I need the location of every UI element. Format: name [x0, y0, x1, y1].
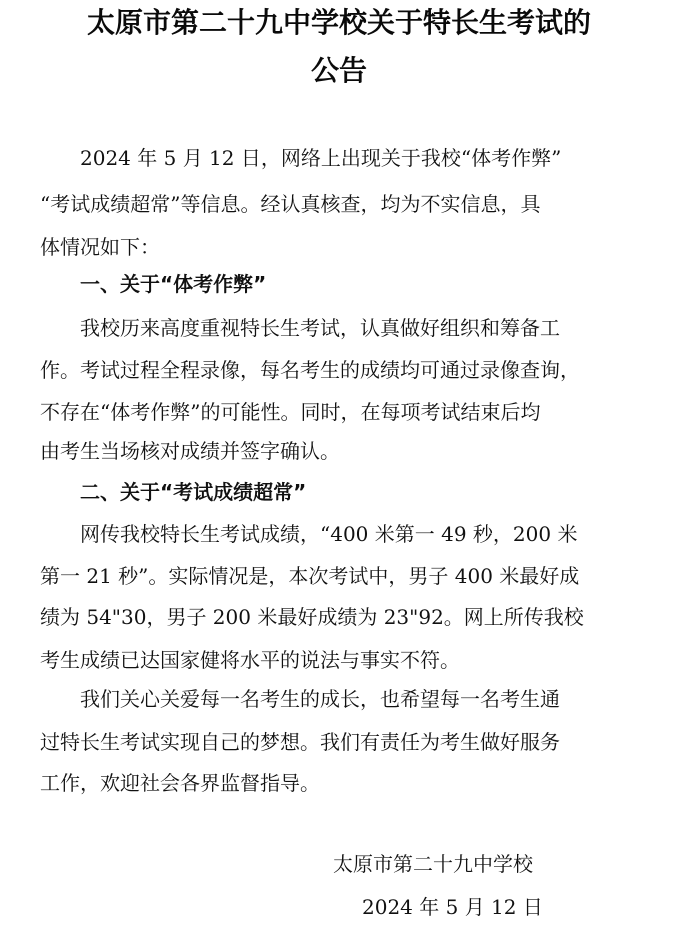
section2-line-2: 第一 21 秒”。实际情况是，本次考试中，男子 400 米最好成	[40, 564, 580, 588]
section2-heading: 二、关于“考试成绩超常”	[80, 480, 307, 504]
section2-line-1: 网传我校特长生考试成绩，“400 米第一 49 秒，200 米	[80, 522, 578, 546]
closing-line-2: 过特长生考试实现自己的梦想。我们有责任为考生做好服务	[40, 730, 560, 754]
signature-org: 太原市第二十九中学校	[333, 852, 533, 876]
section1-line-2: 作。考试过程全程录像，每名考生的成绩均可通过录像查询，	[40, 358, 580, 382]
title-line-1: 太原市第二十九中学校关于特长生考试的	[86, 6, 591, 39]
section2-line-4: 考生成绩已达国家健将水平的说法与事实不符。	[40, 648, 460, 672]
section1-line-4: 由考生当场核对成绩并签字确认。	[40, 439, 340, 463]
intro-line-2: “考试成绩超常”等信息。经认真核查，均为不实信息，具	[40, 192, 541, 216]
section1-line-3: 不存在“体考作弊”的可能性。同时，在每项考试结束后均	[40, 400, 541, 424]
closing-line-1: 我们关心关爱每一名考生的成长，也希望每一名考生通	[80, 687, 560, 711]
section1-heading: 一、关于“体考作弊”	[80, 272, 267, 296]
title-line-2: 公告	[310, 54, 367, 87]
section1-line-1: 我校历来高度重视特长生考试，认真做好组织和筹备工	[80, 316, 560, 340]
signature-date: 2024 年 5 月 12 日	[362, 895, 543, 919]
intro-line-3: 体情况如下：	[40, 235, 160, 259]
intro-line-1: 2024 年 5 月 12 日，网络上出现关于我校“体考作弊”	[80, 146, 562, 170]
closing-line-3: 工作，欢迎社会各界监督指导。	[40, 771, 320, 795]
section2-line-3: 绩为 54"30，男子 200 米最好成绩为 23"92。网上所传我校	[40, 605, 584, 629]
